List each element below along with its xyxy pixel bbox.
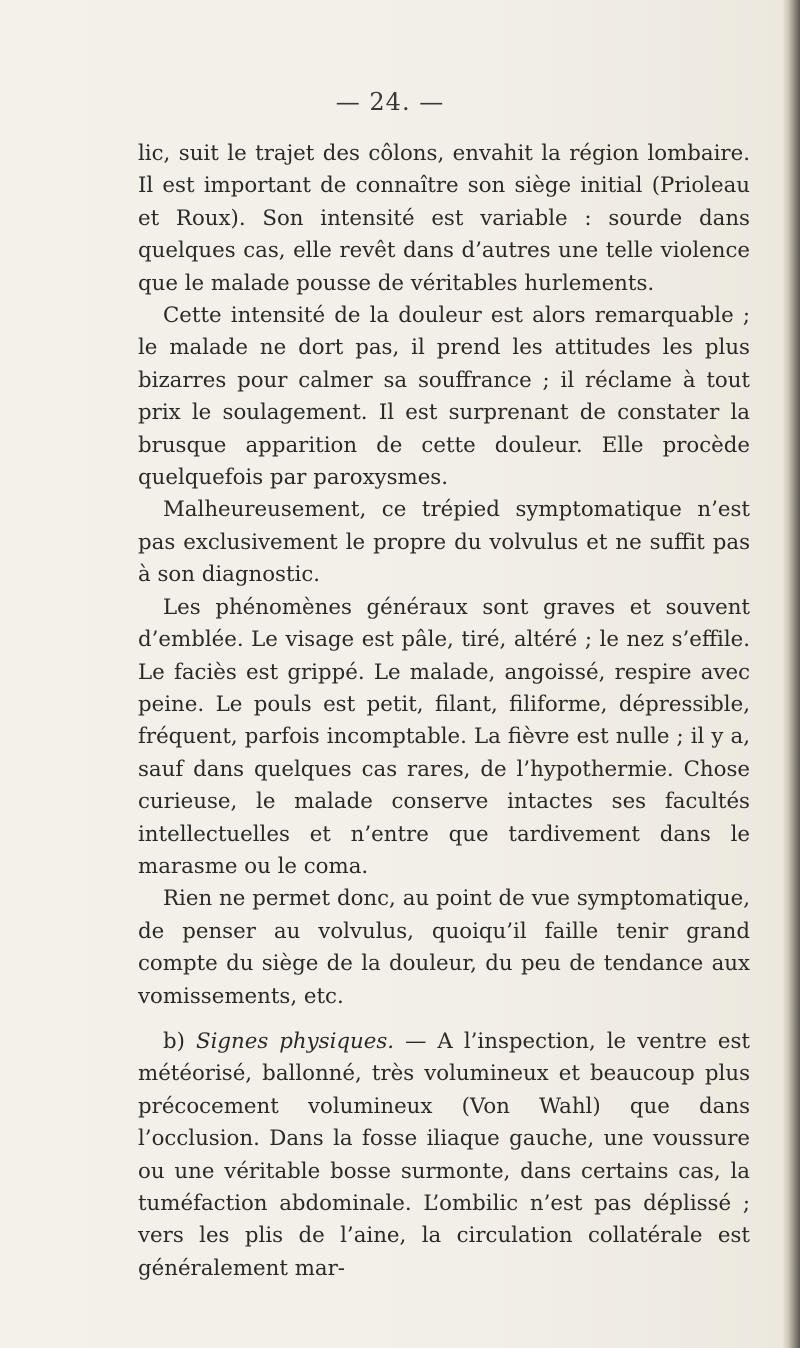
paragraph-trepied: Malheureusement, ce trépied symptomatique n’est pas exclusivement le propre du volvulus et ne suffit pas à son diagnostic.: [138, 497, 750, 588]
page-edge-shadow: [782, 0, 800, 1348]
paragraph-diagnosis: Rien ne permet donc, au point de vue symptomatique, de penser au volvulus, quoiqu’il faille tenir grand compte du siège de la douleur, du peu de tendance aux vomissements, etc.: [138, 886, 750, 1009]
paragraph-pain-intensity: Cette intensité de la douleur est alors remarquable ; le malade ne dort pas, il prend les attitudes les plus bizarres pour calmer sa souffrance ; il réclame à tout prix le soulagement. Il est surprenant de constater la brusque apparition de cette douleur. Elle procède quelquefois par paroxysmes.: [138, 303, 750, 491]
page-body: [138, 138, 750, 1285]
section-heading: Signes physiques.: [195, 1028, 395, 1054]
paragraph-continuation: lic, suit le trajet des côlons, envahit la région lombaire. Il est important de connaître son siège initial (Prioleau et Roux). Son intensité est variable : sourde dans quelques cas, elle revêt dans d’autres une telle violence que le malade pousse de véritables hurlements.: [138, 141, 750, 296]
section-text: — A l’inspection, le ventre est météorisé, ballonné, très volumineux et beaucoup plus précocement volumineux (Von Wahl) que dans l’occlusion. Dans la fosse iliaque gauche, une voussure ou une véritable bosse surmonte, dans certains cas, la tuméfaction abdominale. L’ombilic n’est pas déplissé ; vers les plis de l’aine, la circulation collatérale est généralement mar-: [138, 1028, 750, 1281]
section-label: b): [163, 1028, 185, 1054]
page-number: — 24. —: [335, 88, 445, 116]
paragraph-general-phenomena: Les phénomènes généraux sont graves et souvent d’emblée. Le visage est pâle, tiré, altéré ; le nez s’effile. Le faciès est grippé. Le malade, angoissé, respire avec peine. Le pouls est petit, filant, filiforme, dépressible, fréquent, parfois incomptable. La fièvre est nulle ; il y a, sauf dans quelques cas rares, de l’hypothermie. Chose curieuse, le malade conserve intactes ses facultés intellectuelles et n’entre que tardivement dans le marasme ou le coma.: [138, 594, 750, 879]
paragraph-physical-signs: [138, 1026, 750, 1285]
